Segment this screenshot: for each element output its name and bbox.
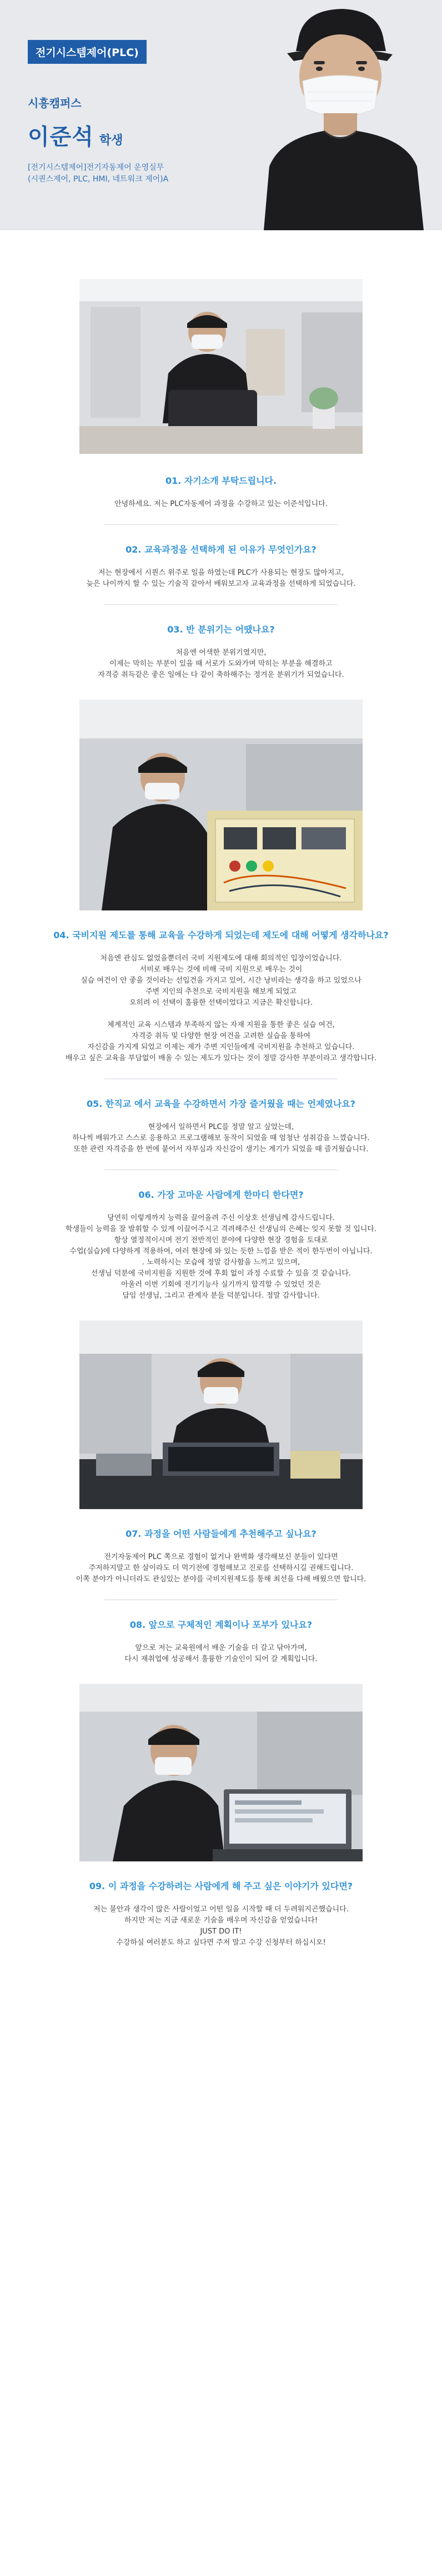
answer-line: 저는 불안과 생각이 많은 사람이었고 어떤 일을 시작할 때 더 두려워지곤했습니다. <box>93 1905 349 1914</box>
interview-photo <box>79 700 363 910</box>
answer-line: 이제는 막히는 부분이 있을 때 서로가 도와가며 막히는 부분을 해결하고 <box>109 660 333 668</box>
answer-line: 하지만 저는 지금 새로운 기술을 배우며 자신감을 얻었습니다! <box>124 1916 318 1925</box>
answer-line: 저는 현장에서 시퀀스 위주로 일을 하였는데 PLC가 사용되는 현장도 많아지고, <box>98 569 344 577</box>
answer-line: 처음엔 어색한 분위기였지만, <box>175 649 267 657</box>
answer-line: 담임 선생님, 그리고 관계자 분들 덕분입니다. 정말 감사합니다. <box>122 1292 320 1300</box>
answer-line: 늦은 나이까지 할 수 있는 기술직 같아서 배워보고자 교육과정을 선택하게 되었습니다. <box>86 580 356 588</box>
interview-content <box>0 230 442 1982</box>
answer-line: 선생님 덕분에 국비지원을 지원한 것에 후회 없이 과정 수료할 수 있을 것 같습니다. <box>91 1269 351 1278</box>
name-block <box>28 119 123 151</box>
qa-item <box>0 623 442 681</box>
qa-item <box>0 543 442 590</box>
answer-line: 당연히 이렇게까지 능력을 끌어올려 주신 이상호 선생님께 감사드립니다. <box>107 1214 335 1222</box>
answer-line: 전기자동제어 PLC 쪽으로 경험이 없거나 완벽화 생각해보신 분들이 있다면 <box>104 1553 338 1561</box>
answer-line: 처음엔 관심도 없었을뿐더러 국비 지원제도에 대해 회의적인 입장이었습니다. <box>100 954 342 963</box>
student-name: 이준석 <box>28 124 94 150</box>
course-description-line: [전기시스템제어]전기자동제어 운영실무 <box>28 163 164 172</box>
qa-item <box>0 928 442 1064</box>
answer-line: 자신감을 가지게 되었고 이제는 제가 주변 지인들에게 국비지원을 추천하고 있습니다. <box>87 1043 355 1051</box>
qa-item <box>0 474 442 510</box>
qa-item <box>0 1879 442 1949</box>
interview-photo <box>79 1320 363 1509</box>
question: 09. 이 과정을 수강하려는 사람에게 해 주고 싶은 이야기가 있다면? <box>89 1881 353 1891</box>
answer-line: 또한 관련 자격증을 한 번에 붙어서 자부심과 자신감이 생기는 계기가 되었을 때 즐거웠습니다. <box>73 1145 369 1153</box>
answer-line: 주변 지인의 추천으로 국비지원을 해보게 되었고 <box>145 988 297 996</box>
qa-item <box>0 1618 442 1665</box>
question: 05. 한직교 에서 교육을 수강하면서 가장 즐거웠을 때는 언제였나요? <box>86 1099 356 1109</box>
answer-line: 수강하실 여러분도 하고 싶다면 주저 말고 수강 신청부터 하십시오! <box>116 1939 326 1947</box>
campus-label: 시흥캠퍼스 <box>28 97 82 110</box>
answer <box>0 1904 442 1949</box>
course-tag: 전기시스템제어(PLC) <box>28 40 147 64</box>
answer-line: JUST DO IT! <box>200 1927 242 1936</box>
answer-line: 자격증 취득 및 다양한 현장 여건을 고려한 실습을 통하여 <box>132 1032 310 1040</box>
answer-line: 항상 열정적이시며 전기 전반적인 분야에 다양한 현장 경험을 토대로 <box>114 1236 328 1244</box>
answer-line: 오히려 이 선택이 훌륭한 선택이었다고 지금은 확신합니다. <box>129 999 313 1007</box>
answer <box>0 647 442 681</box>
question: 02. 교육과정을 선택하게 된 이유가 무엇인가요? <box>125 544 317 555</box>
answer-line: 실습 여건이 안 좋을 것이라는 선입견을 가지고 있어, 시간 낭비라는 생각을 하고 있었으나 <box>81 976 361 985</box>
answer-spacer <box>0 1009 442 1020</box>
answer-line: 수업(실습)에 다양하게 적용하여, 여러 현장에 와 있는 듯한 느낌을 받은 적이 한두번이 아닙니다. <box>69 1247 373 1256</box>
question: 01. 자기소개 부탁드립니다. <box>165 475 277 486</box>
interview-photo <box>79 279 363 454</box>
answer-line: 학생들이 능력을 잘 발휘할 수 있게 이끌어주시고 격려해주신 선생님의 은혜는 잊지 못할 것 입니다. <box>65 1225 377 1233</box>
answer-line: 하나씩 배워가고 스스로 응용하고 프로그램해보 동작이 되었을 때 엄청난 성취감을 느꼈습니다. <box>72 1134 370 1142</box>
answer-line: 체계적인 교육 시스템과 부족하지 않는 자재 지원을 통한 좋은 실습 여건, <box>107 1021 335 1029</box>
student-portrait <box>247 0 442 230</box>
student-role: 학생 <box>99 134 123 148</box>
course-description <box>28 162 168 185</box>
course-description-line: (시퀀스제어, PLC, HMI, 네트워크 제어)A <box>28 175 169 184</box>
interview-photo <box>79 1684 363 1861</box>
question: 08. 앞으로 구체적인 계획이나 포부가 있나요? <box>129 1620 313 1630</box>
question: 06. 가장 고마운 사람에게 한마디 한다면? <box>138 1190 304 1200</box>
qa-item <box>0 1097 442 1155</box>
answer <box>0 953 442 1064</box>
answer <box>0 1122 442 1155</box>
qa-item <box>0 1527 442 1585</box>
question: 03. 반 분위기는 어땠나요? <box>167 624 275 635</box>
answer-line: 배우고 싶은 교육을 부담없이 배울 수 있는 제도가 있다는 것이 정말 감사한 부분이라고 생각합니다. <box>65 1054 377 1062</box>
divider <box>104 604 338 605</box>
answer-line: 앞으로 저는 교육원에서 배운 기술을 더 갈고 닦아가며, <box>135 1644 307 1652</box>
profile-header <box>0 0 442 230</box>
question: 04. 국비지원 제도를 통해 교육을 수강하게 되었는데 제도에 대해 어떻게 생각하나요? <box>53 930 389 940</box>
answer <box>0 568 442 590</box>
answer-line: 이쪽 분야가 아니더라도 관심있는 분야를 국비지원제도를 통해 최선을 다해 배웠으면 합니다. <box>76 1575 366 1583</box>
question: 07. 과정을 어떤 사람들에게 추천해주고 싶나요? <box>125 1529 317 1539</box>
answer-line: 안녕하세요. 저는 PLC자동제어 과정을 수강하고 있는 이준석입니다. <box>114 500 328 508</box>
divider <box>104 524 338 525</box>
answer-line: . 노력하시는 모습에 정말 감사함을 느끼고 있으며, <box>142 1258 300 1267</box>
answer-line: 다시 재취업에 성공해서 훌륭한 기술인이 되어 갈 계획입니다. <box>124 1655 318 1663</box>
answer-line: 현장에서 일하면서 PLC를 정말 알고 싶었는데, <box>148 1123 294 1131</box>
answer <box>0 1552 442 1585</box>
answer-line: 아울러 이번 기회에 전기기능사 실기까지 합격할 수 있었던 것은 <box>121 1281 321 1289</box>
answer-line: 서비로 배우는 것에 비해 국비 지원으로 배우는 것이 <box>139 965 303 974</box>
qa-item <box>0 1188 442 1302</box>
answer-line: 자격증 취득같은 좋은 일에는 다 같이 축하해주는 정겨운 분위기가 되었습니다. <box>98 671 344 679</box>
answer-line: 주저하지말고 한 살이라도 더 먹기전에 경험해보고 진로를 선택하시길 권해드립니다. <box>88 1564 354 1572</box>
answer <box>0 499 442 510</box>
answer <box>0 1213 442 1302</box>
answer <box>0 1643 442 1665</box>
